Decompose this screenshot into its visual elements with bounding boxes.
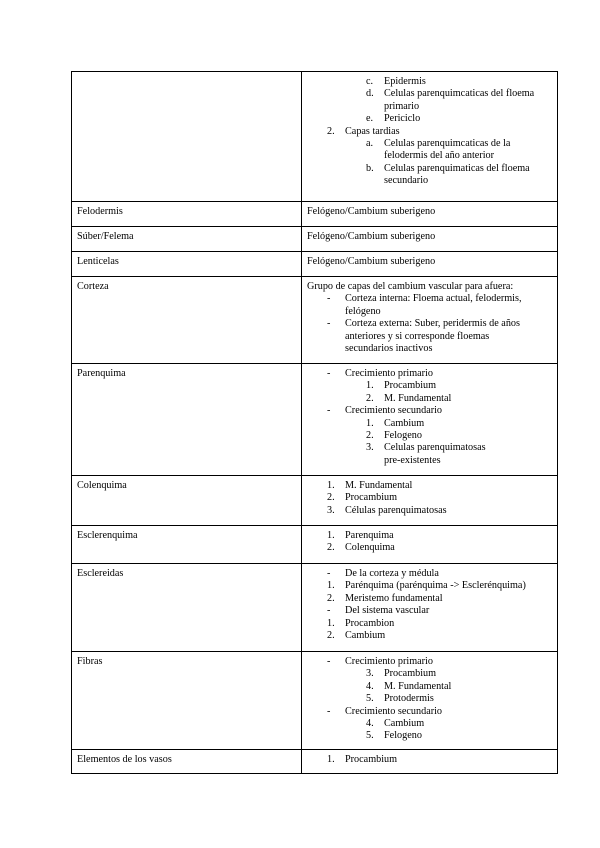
list-item: Corteza interna: Floema actual, felodermis,: [345, 293, 522, 305]
row-label-cell: Esclerenquima: [72, 526, 302, 564]
list-item: Parenquima: [345, 530, 394, 541]
dash-marker: -: [327, 705, 331, 717]
table-row: [72, 364, 558, 476]
list-marker: b.: [366, 162, 374, 174]
list-item: Procambium: [384, 668, 437, 680]
table-row: [72, 652, 558, 750]
list-marker: 4.: [366, 717, 374, 729]
list-item: M. Fundamental: [345, 480, 413, 491]
dash-marker: -: [327, 318, 331, 330]
list-marker: 2.: [327, 592, 335, 604]
list-item: Meristemo fundamental: [345, 592, 443, 604]
list-item: Celulas parenquimatosas: [384, 442, 486, 454]
list-marker: 3.: [366, 442, 374, 454]
row-label-cell: Colenquima: [72, 476, 302, 526]
table-row: [72, 277, 558, 364]
list-item: Cambium: [384, 717, 425, 729]
dash-marker: -: [327, 368, 331, 379]
list-marker: 1.: [327, 617, 335, 629]
row-content-cell: Felógeno/Cambium suberigeno: [302, 227, 558, 252]
list-marker: 4.: [366, 680, 374, 692]
list-heading: Crecimiento primario: [345, 656, 433, 667]
list-marker: 3.: [366, 668, 374, 680]
list-item: Colenquima: [345, 542, 395, 554]
list-heading: Crecimiento primario: [345, 368, 433, 379]
list-item: M. Fundamental: [384, 680, 452, 692]
row-label-cell: Fibras: [72, 652, 302, 750]
list-marker: 1.: [327, 754, 335, 765]
row-label-cell: Esclereidas: [72, 564, 302, 652]
list-item: Felogeno: [384, 730, 422, 742]
list-item: Parénquima (parénquima -> Esclerénquima): [345, 580, 526, 592]
list-item: Procambium: [345, 754, 398, 765]
list-marker: 1.: [327, 530, 335, 541]
row-content-cell: Felógeno/Cambium suberigeno: [302, 202, 558, 227]
list-item: Celulas parenquimcaticas del floema: [384, 88, 535, 100]
list-item: Procambion: [345, 617, 395, 629]
list-marker: 2.: [327, 492, 335, 504]
dash-marker: -: [327, 405, 331, 417]
list-item-continued: secundario: [384, 175, 429, 187]
list-item: De la corteza y médula: [345, 568, 439, 579]
dash-marker: -: [327, 605, 331, 617]
list-item-continued: felodermis del año anterior: [384, 150, 495, 162]
row-content-cell: [302, 750, 558, 774]
dash-marker: -: [327, 568, 331, 579]
row-label-cell: Felodermis: [72, 202, 302, 227]
row-content-cell: [302, 564, 558, 652]
dash-marker: -: [327, 293, 331, 305]
list-item: Procambium: [384, 380, 437, 392]
list-heading: Crecimiento secundario: [345, 705, 443, 717]
list-item: Celulas parenquimcaticas de la: [384, 137, 511, 149]
row-content-cell: [302, 364, 558, 476]
row-content-cell: [302, 652, 558, 750]
row-label-cell: Lenticelas: [72, 252, 302, 277]
list-marker: 2.: [366, 429, 374, 441]
list-item: Protodermis: [384, 693, 434, 705]
table-row: [72, 476, 558, 526]
table-row: [72, 227, 558, 252]
table-row: [72, 526, 558, 564]
list-marker: 1.: [366, 380, 374, 392]
list-marker: 5.: [366, 693, 374, 705]
list-marker: a.: [366, 137, 374, 149]
list-item: Cambium: [384, 417, 425, 429]
row-content-cell: [302, 72, 558, 202]
list-item-continued: secundarios inactivos: [345, 342, 433, 354]
list-item: Cambium: [345, 629, 386, 641]
list-marker: 1.: [327, 480, 335, 491]
list-marker: c.: [366, 76, 374, 87]
list-marker: 3.: [327, 504, 335, 516]
list-marker: 5.: [366, 730, 374, 742]
list-marker: d.: [366, 88, 374, 100]
list-heading: Crecimiento secundario: [345, 405, 443, 417]
table-row: [72, 202, 558, 227]
row-label-cell: Corteza: [72, 277, 302, 364]
row-label-cell: Súber/Felema: [72, 227, 302, 252]
list-marker: 1.: [366, 417, 374, 429]
paragraph: Grupo de capas del cambium vascular para afuera:: [307, 281, 514, 292]
row-content-cell: [302, 277, 558, 364]
list-item: Corteza externa: Suber, peridermis de años: [345, 318, 520, 330]
list-item: Del sistema vascular: [345, 605, 430, 617]
list-item-continued: pre-existentes: [384, 454, 441, 466]
row-label-cell: Elementos de los vasos: [72, 750, 302, 774]
data-table: [71, 71, 558, 774]
table-row: [72, 564, 558, 652]
list-item: Capas tardias: [345, 125, 400, 137]
dash-marker: -: [327, 656, 331, 667]
table-row: [72, 72, 558, 202]
list-item: Felogeno: [384, 429, 422, 441]
list-item: Celulas parenquimaticas del floema: [384, 162, 530, 174]
list-marker: e.: [366, 113, 374, 125]
list-marker: 2.: [327, 629, 335, 641]
list-marker: 1.: [327, 580, 335, 592]
list-item: Procambium: [345, 492, 398, 504]
list-item: M. Fundamental: [384, 392, 452, 404]
list-item-continued: primario: [384, 100, 420, 112]
list-item-continued: anteriores y si corresponde floemas: [345, 330, 490, 342]
row-label-cell: Parenquima: [72, 364, 302, 476]
list-marker: 2.: [327, 125, 335, 137]
row-label-cell: [72, 72, 302, 202]
list-item: Células parenquimatosas: [345, 504, 447, 516]
row-content-cell: Felógeno/Cambium suberigeno: [302, 252, 558, 277]
table-row: [72, 750, 558, 774]
list-item: Periciclo: [384, 113, 421, 125]
row-content-cell: [302, 526, 558, 564]
list-item-continued: felógeno: [345, 305, 381, 317]
table-row: [72, 252, 558, 277]
list-marker: 2.: [327, 542, 335, 554]
row-content-cell: [302, 476, 558, 526]
list-item: Epidermis: [384, 76, 426, 87]
list-marker: 2.: [366, 392, 374, 404]
